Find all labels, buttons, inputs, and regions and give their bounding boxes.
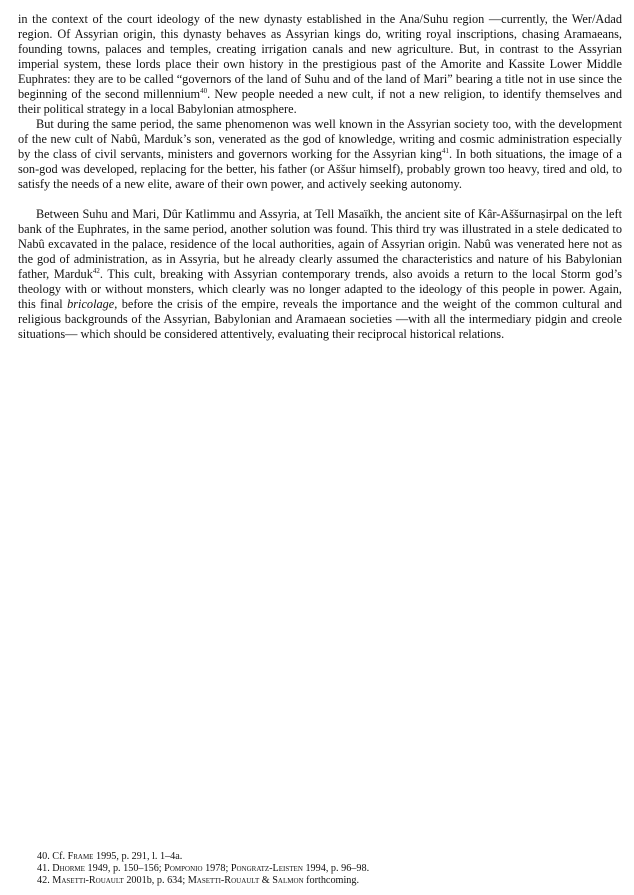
footnote-40 bbox=[37, 851, 617, 863]
author-name: Pomponio bbox=[164, 863, 203, 874]
author-name: Masetti-Rouault bbox=[52, 875, 124, 886]
paragraph-3 bbox=[18, 207, 622, 342]
paragraph-2-text-a: But during the same period, the same phenomenon was well known in the Assyrian society too, with the development of the new cult of Nabû, Marduk’s son, venerated as the god of knowledge, writing and cosmic administration especially by the class of civil servants, ministers and governors working for the Assyrian king bbox=[18, 117, 622, 161]
author-name: Dhorme bbox=[52, 863, 85, 874]
paragraph-1-text-b: . New people needed a new cult, if not a new religion, to identify themselves and their political strategy in a local Babylonian atmosphere. bbox=[18, 87, 622, 116]
citation-text: 1995, p. 291, l. 1–4a. bbox=[93, 851, 183, 862]
footnote-number: 42. bbox=[37, 875, 53, 886]
paragraph-3-text-b: . This cult, breaking with Assyrian contemporary trends, also avoids a return to the local Storm god’s theology with or without monsters, which clearly was no longer adapted to the ideology of this people in power. Again, this final bbox=[18, 267, 622, 311]
paragraph-1 bbox=[18, 12, 622, 117]
footnotes bbox=[37, 851, 617, 887]
citation-text: 1978; bbox=[202, 863, 231, 874]
citation-text: Cf. bbox=[52, 851, 68, 862]
paragraph-2-text-b: . In both situations, the image of a son-god was developed, replacing for the better, his father (or Aššur himself), probably grown too heavy, tired and old, to satisfy the needs of a new elite, aware of their own power, and actively seeking autonomy. bbox=[18, 147, 623, 191]
footnote-ref-40[interactable]: 40 bbox=[200, 86, 208, 95]
author-name: Pongratz-Leisten bbox=[230, 863, 303, 874]
author-name: Masetti-Rouault & Salmon bbox=[187, 875, 304, 886]
italic-term: bricolage bbox=[67, 297, 115, 311]
paragraph-3-text-a: Between Suhu and Mari, Dûr Katlimmu and Assyria, at Tell Masaïkh, the ancient site of Kâr-Aššurnaṣirpal on the left bank of the Euphrates, in the same period, another solution was found. This third try was illustrated in a stele dedicated to Nabû excavated in the palace, residence of the local authorities, again of Assyrian origin. Nabû was venerated here not as the god of administration, as in Assyria, but he already clearly assumed the characteristics and nature of his Babylonian father, Marduk bbox=[18, 207, 622, 281]
footnote-41 bbox=[37, 863, 617, 875]
author-name: Frame bbox=[67, 851, 94, 862]
page-body bbox=[18, 12, 622, 342]
citation-text: 1949, p. 150–156; bbox=[84, 863, 165, 874]
paragraph-3-text-c: , before the crisis of the empire, reveals the importance and the weight of the common cultural and religious backgrounds of the Assyrian, Babylonian and Aramaean societies —with all the intermediary pidgin and creole situations— which should be considered attentively, evaluating their reciprocal historical relations. bbox=[18, 297, 622, 341]
footnote-number: 41. bbox=[37, 863, 53, 874]
footnote-number: 40. bbox=[37, 851, 53, 862]
citation-text: forthcoming. bbox=[303, 875, 360, 886]
paragraph-1-text-a: in the context of the court ideology of the new dynasty established in the Ana/Suhu region —currently, the Wer/Adad region. Of Assyrian origin, this dynasty behaves as Assyrian kings do, writing royal inscriptions, chasing Aramaeans, founding towns, palaces and temples, creating irrigation canals and new agriculture. But, in contrast to the Assyrian imperial system, these lords place their own history in the prestigious past of the Amorite and Kassite Lower Middle Euphrates: they are to be called “governors of the land of Suhu and of the land of Mari” bearing a title not in use since the beginning of the second millennium bbox=[18, 12, 622, 101]
paragraph-2 bbox=[18, 117, 622, 192]
footnote-ref-42[interactable]: 42 bbox=[92, 266, 100, 275]
citation-text: 1994, p. 96–98. bbox=[302, 863, 370, 874]
footnote-42 bbox=[37, 875, 617, 887]
citation-text: 2001b, p. 634; bbox=[123, 875, 188, 886]
footnote-ref-41[interactable]: 41 bbox=[441, 146, 449, 155]
